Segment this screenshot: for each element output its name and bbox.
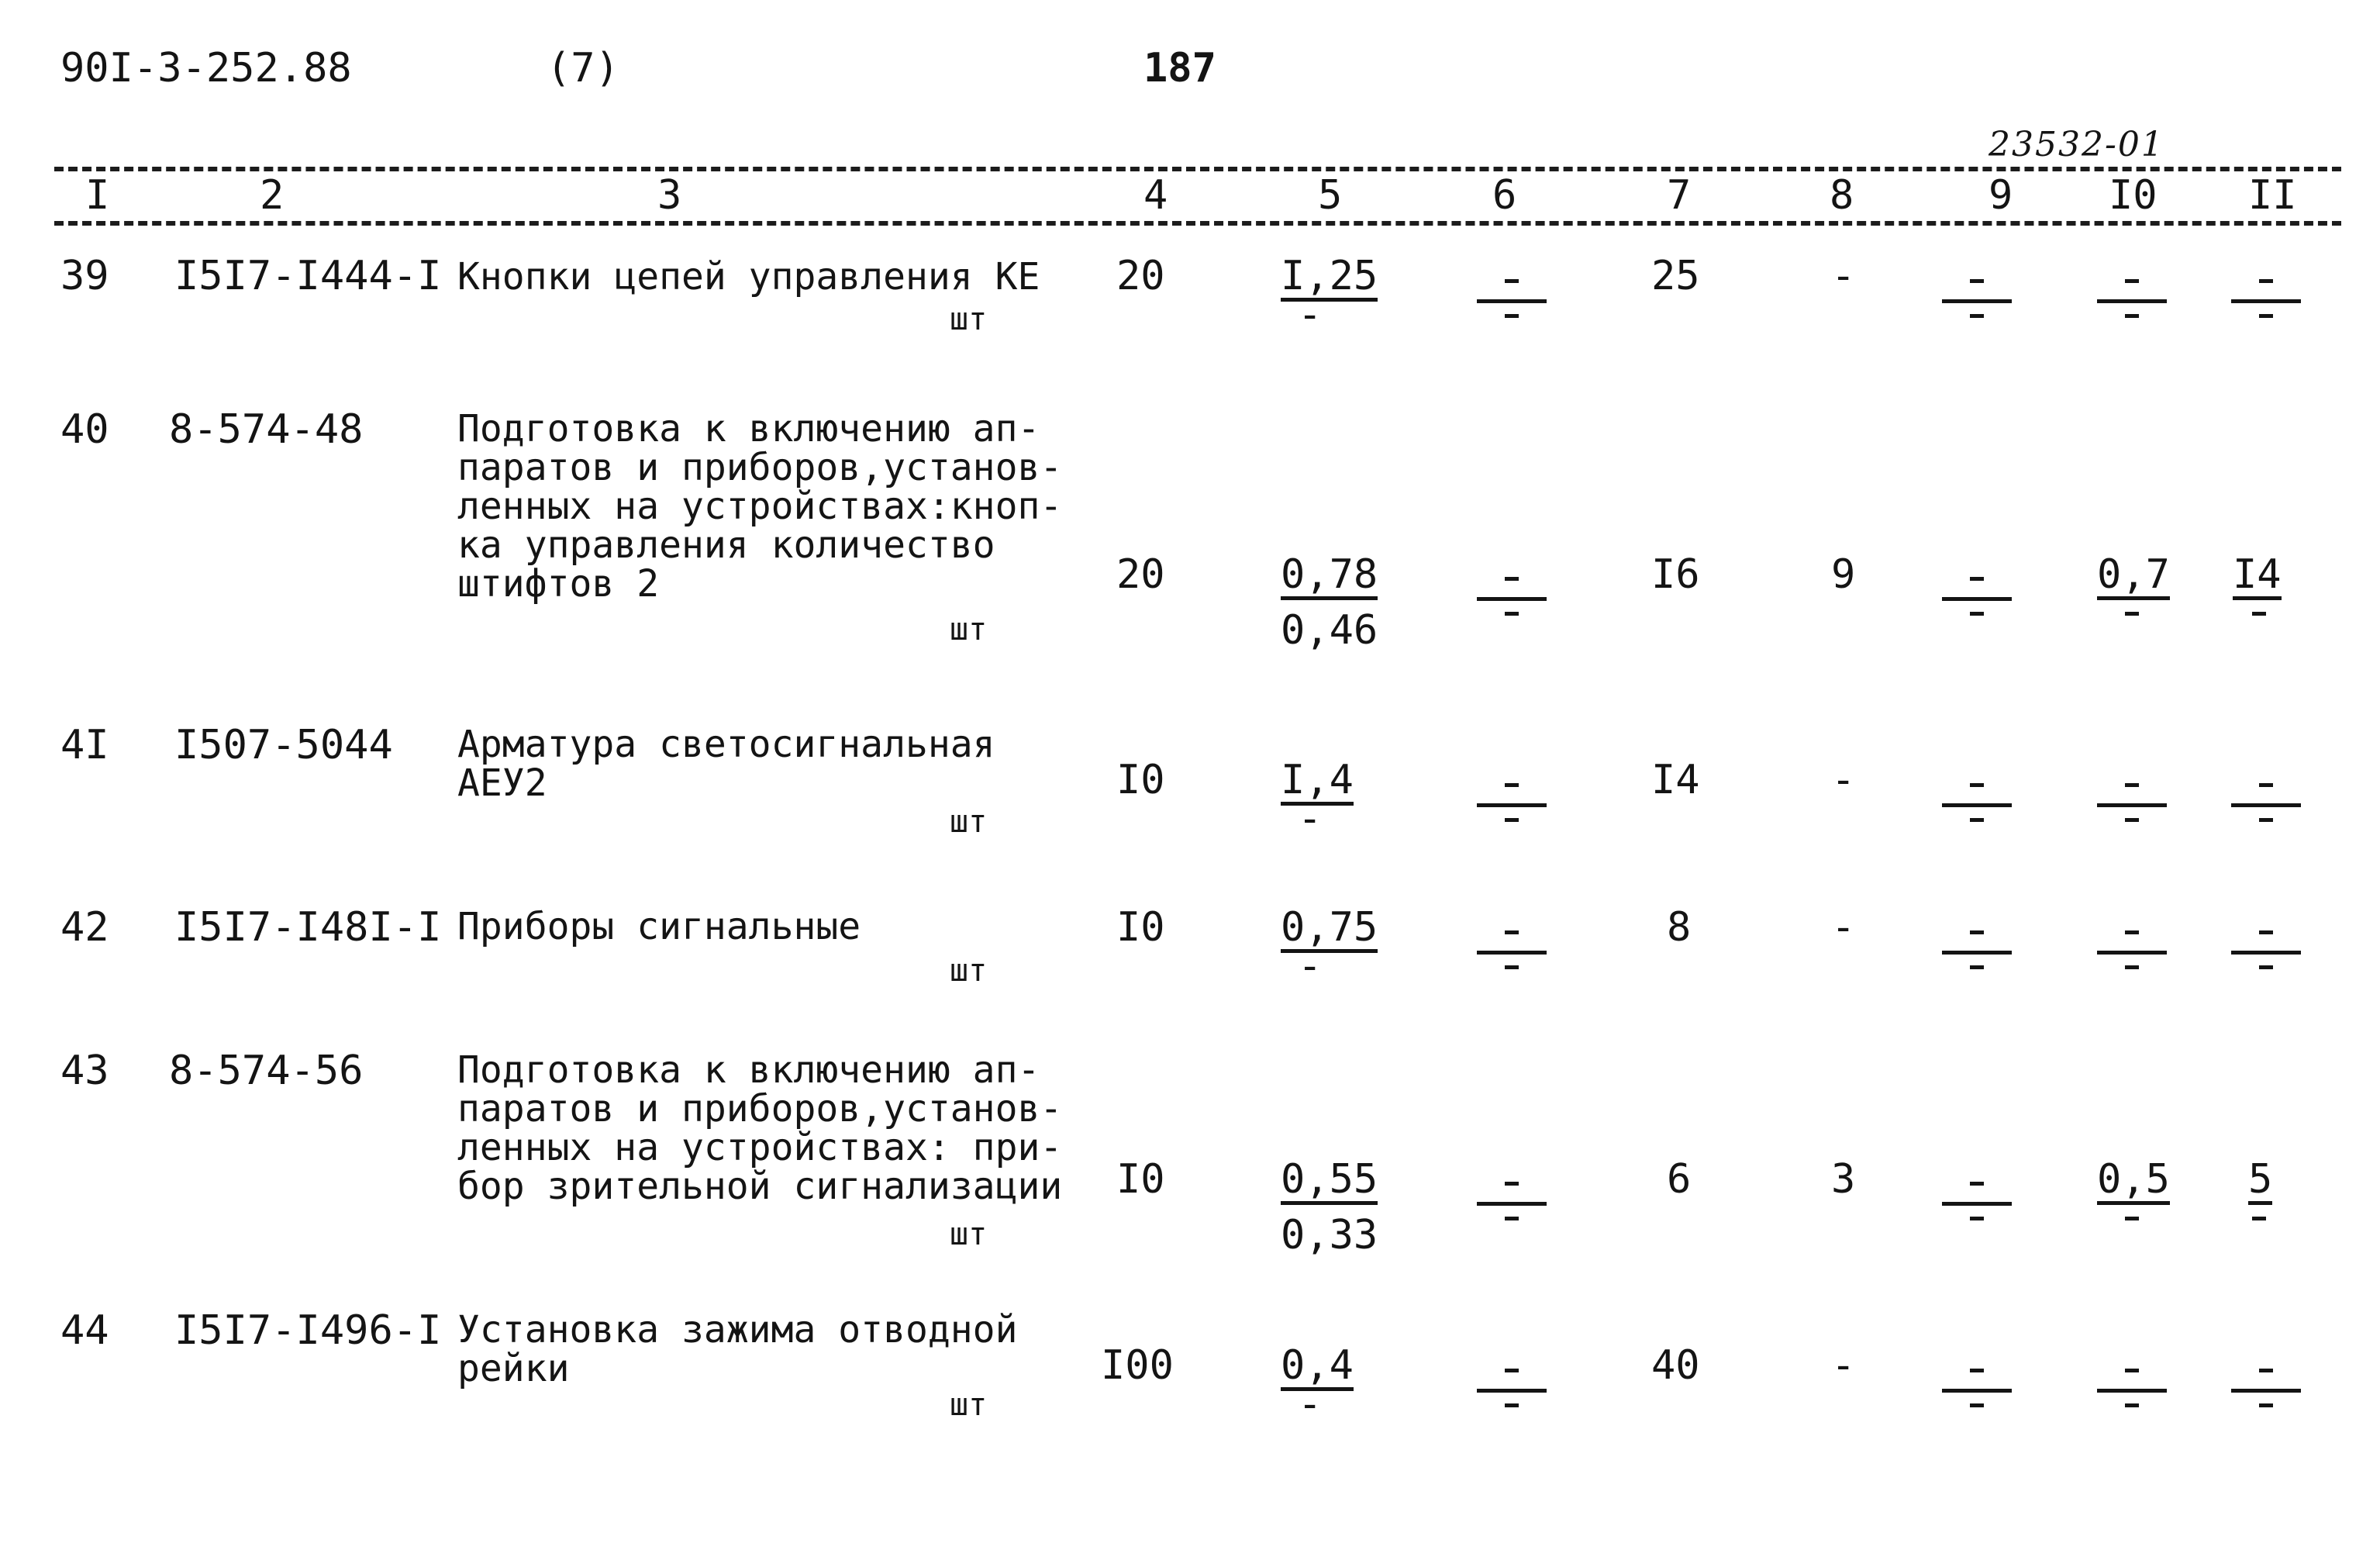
tick (2125, 783, 2139, 787)
row-description: Кнопки цепей управления КЕ (457, 255, 1040, 299)
column-header-1: I (85, 172, 110, 219)
empty-fraction-col9 (1942, 1202, 2012, 1206)
column-header-11: II (2248, 172, 2297, 219)
row-col8: - (1831, 1342, 1856, 1389)
row-col5-bottom: 0,33 (1281, 1212, 1378, 1258)
column-header-3: 3 (657, 172, 682, 219)
row-description: Подготовка к включению ап- паратов и приборов,установ- ленных на устройствах: при- бор зрительной сигнализации (457, 1048, 1063, 1208)
row-col5-bottom: - (1298, 796, 1323, 842)
tick (2252, 612, 2266, 616)
tick (1970, 1182, 1984, 1186)
tick (1505, 314, 1519, 318)
tick (2125, 279, 2139, 283)
row-code: I5I7-I496-I (174, 1307, 442, 1354)
tick (1970, 577, 1984, 581)
row-number: 42 (60, 904, 109, 951)
row-unit: шт (950, 953, 988, 989)
row-number: 43 (60, 1048, 109, 1094)
row-description: Подготовка к включению ап- паратов и приборов,установ- ленных на устройствах:кноп- ка управления количество штифтов 2 (457, 407, 1063, 606)
row-col5-top: I,25 (1281, 256, 1378, 302)
tick (1505, 1217, 1519, 1220)
row-number: 39 (60, 253, 109, 299)
tick (1970, 1403, 1984, 1407)
tick (2252, 1217, 2266, 1220)
tick (1970, 818, 1984, 822)
tick (1505, 965, 1519, 969)
row-col4: 20 (1116, 253, 1165, 299)
empty-fraction-col11 (2231, 951, 2301, 955)
tick (1505, 1182, 1519, 1186)
tick (1505, 279, 1519, 283)
row-col4: 20 (1116, 551, 1165, 598)
row-col7: 40 (1651, 1342, 1700, 1389)
row-col7: 25 (1651, 253, 1700, 299)
column-header-2: 2 (260, 172, 285, 219)
column-header-4: 4 (1143, 172, 1168, 219)
row-description: Установка зажима отводной рейки (457, 1308, 1018, 1390)
handwritten-note: 23532-01 (1989, 125, 2164, 164)
tick (2125, 930, 2139, 934)
row-col5-top: 0,78 (1281, 554, 1378, 600)
column-header-6: 6 (1492, 172, 1517, 219)
header-top-rule (54, 167, 2341, 171)
tick (2259, 818, 2273, 822)
empty-fraction-col9 (1942, 1389, 2012, 1393)
row-unit: шт (950, 612, 988, 647)
row-col4: I0 (1116, 1156, 1165, 1203)
row-code: 8-574-56 (169, 1048, 364, 1094)
row-code: I5I7-I48I-I (174, 904, 442, 951)
row-col8: - (1831, 757, 1856, 803)
empty-fraction-col9 (1942, 951, 2012, 955)
tick (1505, 930, 1519, 934)
row-description: Приборы сигнальные (457, 905, 861, 948)
tick (1505, 612, 1519, 616)
row-col5-bottom: - (1298, 292, 1323, 338)
row-col8: 3 (1831, 1156, 1856, 1203)
row-number: 44 (60, 1307, 109, 1354)
tick (2259, 965, 2273, 969)
section-number: (7) (547, 45, 619, 91)
column-header-7: 7 (1667, 172, 1692, 219)
empty-fraction-col10 (2097, 299, 2167, 303)
tick (1970, 965, 1984, 969)
empty-fraction-col9 (1942, 803, 2012, 807)
empty-fraction-col6 (1477, 951, 1547, 955)
tick (2125, 612, 2139, 616)
column-header-5: 5 (1318, 172, 1343, 219)
row-col11: 5 (2248, 1159, 2272, 1205)
tick (1505, 818, 1519, 822)
page-number: 187 (1143, 45, 1216, 91)
row-col5-top: 0,4 (1281, 1345, 1354, 1391)
tick (1970, 1369, 1984, 1372)
tick (2125, 314, 2139, 318)
row-col5-bottom: - (1298, 943, 1323, 989)
header-bottom-rule (54, 221, 2341, 226)
column-header-9: 9 (1989, 172, 2013, 219)
row-col5-bottom: - (1298, 1381, 1323, 1428)
empty-fraction-col11 (2231, 1389, 2301, 1393)
row-col4: I0 (1116, 757, 1165, 803)
column-header-8: 8 (1830, 172, 1854, 219)
row-number: 40 (60, 406, 109, 453)
tick (1970, 930, 1984, 934)
tick (2259, 930, 2273, 934)
row-unit: шт (950, 302, 988, 337)
tick (1970, 1217, 1984, 1220)
column-header-10: I0 (2109, 172, 2158, 219)
tick (1970, 783, 1984, 787)
empty-fraction-col9 (1942, 299, 2012, 303)
row-col8: - (1831, 904, 1856, 951)
empty-fraction-col11 (2231, 299, 2301, 303)
row-unit: шт (950, 804, 988, 840)
tick (1505, 1403, 1519, 1407)
row-unit: шт (950, 1217, 988, 1252)
row-code: 8-574-48 (169, 406, 364, 453)
empty-fraction-col6 (1477, 1202, 1547, 1206)
empty-fraction-col6 (1477, 597, 1547, 601)
tick (2259, 314, 2273, 318)
row-col7: 6 (1667, 1156, 1692, 1203)
tick (1970, 314, 1984, 318)
row-col11: I4 (2233, 554, 2282, 600)
empty-fraction-col9 (1942, 597, 2012, 601)
tick (2259, 783, 2273, 787)
empty-fraction-col6 (1477, 803, 1547, 807)
row-number: 4I (60, 722, 109, 768)
row-code: I5I7-I444-I (174, 253, 442, 299)
tick (1505, 1369, 1519, 1372)
tick (2259, 1403, 2273, 1407)
tick (2125, 1403, 2139, 1407)
row-col7: 8 (1667, 904, 1692, 951)
tick (2125, 965, 2139, 969)
row-col4: I0 (1116, 904, 1165, 951)
row-col8: - (1831, 253, 1856, 299)
empty-fraction-col6 (1477, 1389, 1547, 1393)
row-col10: 0,5 (2097, 1159, 2170, 1205)
row-code: I507-5044 (174, 722, 393, 768)
empty-fraction-col11 (2231, 803, 2301, 807)
row-description: Арматура светосигнальная АЕУ2 (457, 723, 995, 805)
document-code: 90I-3-252.88 (60, 45, 352, 91)
tick (2259, 1369, 2273, 1372)
tick (1505, 783, 1519, 787)
tick (1970, 612, 1984, 616)
row-col5-bottom: 0,46 (1281, 607, 1378, 654)
tick (2125, 818, 2139, 822)
tick (2125, 1217, 2139, 1220)
row-col5-top: 0,75 (1281, 907, 1378, 953)
row-col5-top: I,4 (1281, 760, 1354, 806)
empty-fraction-col10 (2097, 1389, 2167, 1393)
row-unit: шт (950, 1387, 988, 1423)
row-col8: 9 (1831, 551, 1856, 598)
row-col10: 0,7 (2097, 554, 2170, 600)
tick (2259, 279, 2273, 283)
empty-fraction-col6 (1477, 299, 1547, 303)
row-col5-top: 0,55 (1281, 1159, 1378, 1205)
empty-fraction-col10 (2097, 803, 2167, 807)
empty-fraction-col10 (2097, 951, 2167, 955)
tick (1505, 577, 1519, 581)
row-col7: I4 (1651, 757, 1700, 803)
tick (1970, 279, 1984, 283)
tick (2125, 1369, 2139, 1372)
row-col7: I6 (1651, 551, 1700, 598)
row-col4: I00 (1101, 1342, 1174, 1389)
